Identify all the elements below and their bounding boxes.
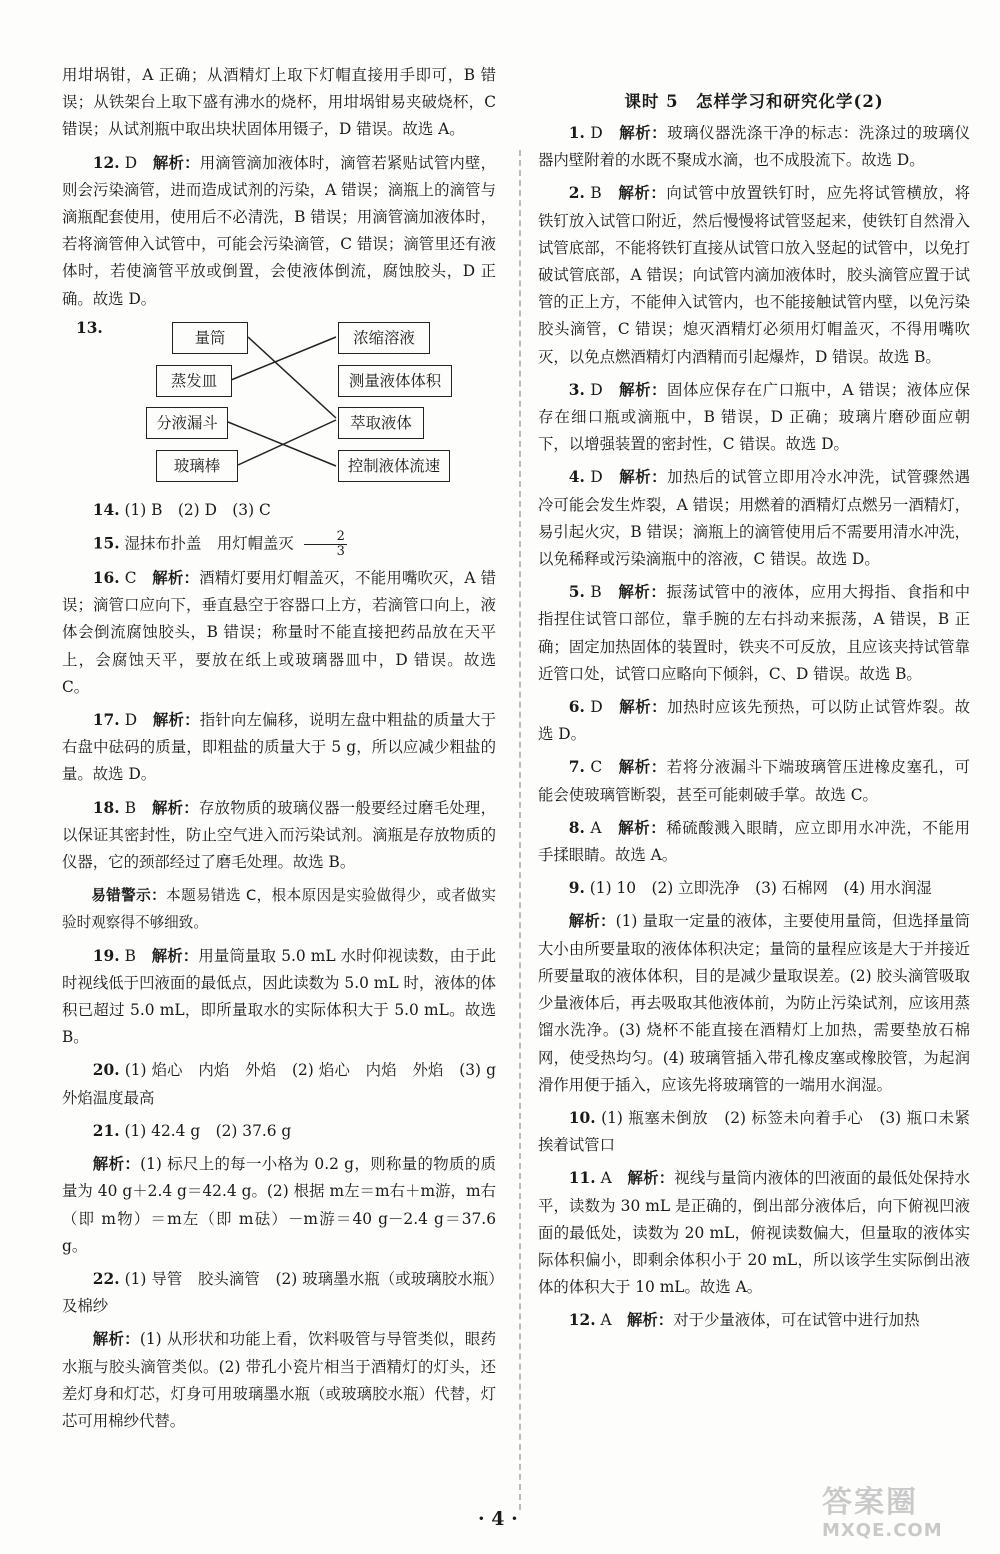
answer-item-r1 — [538, 120, 970, 174]
watermark-url: MXQE.COM — [822, 1520, 943, 1541]
analysis-text: (1) 标尺上的每一小格为 0.2 g，则称量的物质的质量为 40 g＋2.4 g＝42.4 g。(2) 根据 m左＝m右＋m游，m右（即 m物）＝m左（即 m砝）－m游＝40 g－2.4 g＝37.6 g。 — [62, 1155, 496, 1255]
item-number: 9. — [568, 879, 585, 898]
item-number: 2. — [568, 184, 585, 203]
instrument-box: 分液漏斗 — [146, 407, 228, 439]
fraction-denominator: 3 — [336, 544, 345, 560]
answer-item-r8 — [538, 815, 970, 869]
answer-item-r5 — [538, 579, 970, 688]
answer-text: (1) 焰心 内焰 外焰 (2) 焰心 内焰 外焰 (3) g 外焰温度最高 — [62, 1061, 512, 1107]
answer-item-20 — [62, 1057, 512, 1111]
fraction-numerator: 2 — [304, 530, 347, 545]
answer-text: 湿抹布扑盖 用灯帽盖灭 — [124, 534, 294, 553]
analysis-22 — [62, 1326, 496, 1435]
analysis-label: 解析： — [619, 380, 667, 399]
analysis-text: 对于少量液体，可在试管中进行加热 — [673, 1311, 920, 1330]
warning-text: 本题易错选 C，根本原因是实验做得少，或者做实验时观察得不够细致。 — [62, 887, 496, 932]
analysis-21 — [62, 1151, 496, 1260]
answer-item-16 — [62, 565, 496, 701]
answer-item-14 — [62, 497, 496, 524]
answer-item-r12 — [538, 1307, 970, 1334]
answer-choice: B — [590, 583, 602, 602]
item-number: 8. — [568, 818, 585, 837]
answer-text: (1) 42.4 g (2) 37.6 g — [124, 1121, 292, 1140]
answer-item-12 — [62, 150, 496, 313]
item-number: 12. — [92, 153, 120, 172]
analysis-label: 解析： — [619, 468, 668, 487]
answer-choice: A — [600, 1311, 612, 1330]
answer-item-r4 — [538, 464, 970, 573]
analysis-label: 解析： — [627, 1311, 674, 1330]
item-number: 11. — [568, 1169, 596, 1188]
answer-item-r7 — [538, 754, 970, 808]
item-number: 5. — [568, 583, 585, 602]
answer-text: (1) 导管 胶头滴管 (2) 玻璃墨水瓶（或玻璃胶水瓶）及棉纱 — [62, 1269, 496, 1316]
item-number: 20. — [92, 1061, 120, 1080]
answer-item-r9 — [538, 875, 970, 902]
item-number: 4. — [568, 468, 585, 487]
answer-text: (1) 10 (2) 立即洗净 (3) 石棉网 (4) 用水润湿 — [589, 879, 932, 898]
function-box: 浓缩溶液 — [338, 322, 430, 354]
answer-choice: C — [590, 758, 603, 777]
item-number: 22. — [92, 1269, 120, 1288]
analysis-text: 用量筒量取 5.0 mL 水时仰视读数，由于此时视线低于凹液面的最低点，因此读数为 5.0 mL 时，液体的体积已超过 5.0 mL，即所量取水的实际体积大于 5.0 mL。故选 B。 — [62, 946, 496, 1047]
answer-choice: D — [124, 153, 138, 172]
analysis-text: 视线与量筒内液体的凹液面的最低处保持水平，读数为 30 mL 是正确的，倒出部分液体后，向下俯视凹液面的最低处，读数为 20 mL，俯视读数偏大，但量取的液体实际体积偏小，即剩余体积小于 20 mL，所以该学生实际倒出液体的体积大于 10 mL。故选 A。 — [538, 1169, 970, 1297]
answer-item-15 — [62, 530, 496, 559]
matching-diagram — [62, 319, 496, 485]
match-line — [248, 337, 336, 418]
answer-item-r11 — [538, 1165, 970, 1301]
answer-choice: D — [590, 124, 603, 142]
continued-text: 用坩埚钳，A 正确；从酒精灯上取下灯帽直接用手即可，B 错误；从铁架台上取下盛有沸水的烧杯，用坩埚钳易夹破烧杯，C 错误；从试剂瓶中取出块状固体用镊子，D 错误。故选 A。 — [62, 66, 496, 139]
answer-choice: A — [600, 1169, 612, 1188]
item-number: 12. — [568, 1311, 596, 1330]
page-number: · 4 · — [478, 1508, 518, 1530]
analysis-label: 解析： — [618, 818, 667, 837]
instrument-box: 量筒 — [172, 322, 248, 354]
analysis-text: 稀硫酸溅入眼睛，应立即用水冲洗，不能用手揉眼睛。故选 A。 — [538, 818, 970, 865]
function-box: 控制液体流速 — [338, 450, 450, 482]
answer-choice: A — [590, 818, 602, 837]
item-number: 16. — [92, 569, 120, 588]
analysis-text: (1) 量取一定量的液体，主要使用量筒，但选择量筒大小由所要量取的液体体积决定；量筒的量程应该是大于并接近所要量取的液体体积，目的是减少量取误差。(2) 胶头滴管吸取少量液体后，再去吸取其他液体前，为防止污染试剂，应该用蒸馏水洗净。(3) 烧杯不能直接在酒精灯上加热，需要垫放石棉网，使受热均匀。(4) 玻璃管插入带孔橡皮塞或橡胶管，为起润滑作用便于插入，应该先将玻璃管的一端用水润湿。 — [538, 912, 970, 1094]
answer-choice: D — [124, 711, 138, 730]
warning-label: 易错警示： — [91, 887, 167, 905]
analysis-label: 解析： — [568, 912, 616, 931]
item-number: 1. — [568, 124, 585, 142]
answer-item-21 — [62, 1118, 496, 1145]
analysis-label: 解析： — [92, 1330, 140, 1349]
analysis-label: 解析： — [92, 1155, 141, 1174]
analysis-r9 — [538, 908, 970, 1098]
lesson-heading: 课时 5 怎样学习和研究化学(2) — [624, 92, 884, 111]
analysis-text: 振荡试管中的液体，应用大拇指、食指和中指捏住试管口部位，靠手腕的左右抖动来振荡，A 错误，B 正确；固定加热固体的装置时，铁夹不可反放，且应该夹持试管靠近管口处，试管口应略向下倾斜，C、D 错误。故选 B。 — [538, 583, 970, 683]
function-box: 测量液体体积 — [338, 365, 452, 397]
function-box: 萃取液体 — [338, 407, 424, 439]
item-number: 18. — [92, 798, 120, 817]
answer-item-r10 — [538, 1105, 970, 1159]
analysis-label: 解析： — [152, 569, 200, 588]
item-number: 19. — [92, 946, 120, 965]
analysis-label: 解析： — [152, 711, 200, 730]
item-number: 3. — [568, 380, 585, 399]
instrument-box: 蒸发皿 — [156, 365, 232, 397]
item-number: 17. — [92, 711, 120, 730]
analysis-text: 指针向左偏移，说明左盘中粗盐的质量大于右盘中砝码的质量，即粗盐的质量大于 5 g，所以应减少粗盐的量。故选 D。 — [62, 711, 496, 784]
fraction — [304, 530, 347, 559]
right-column — [538, 88, 970, 1341]
analysis-text: 酒精灯要用灯帽盖灭，不能用嘴吹灭，A 错误；滴管口应向下，垂直悬空于容器口上方，若滴管口向上，液体会倒流腐蚀胶头，B 错误；称量时不能直接把药品放在天平上，会腐蚀天平，要放在纸上或玻璃器皿中，D 错误。故选 C。 — [62, 569, 496, 696]
answer-choice: D — [590, 468, 603, 487]
analysis-text: 存放物质的玻璃仪器一般要经过磨毛处理，以保证其密封性，防止空气进入而污染试剂。滴瓶是存放物质的仪器，它的颈部经过了磨毛处理。故选 B。 — [62, 798, 496, 872]
answer-item-r3 — [538, 377, 970, 459]
answer-choice: D — [590, 380, 603, 399]
item-number: 10. — [568, 1108, 596, 1127]
analysis-label: 解析： — [618, 184, 667, 203]
answer-item-r2 — [538, 180, 970, 370]
analysis-text: 玻璃仪器洗涤干净的标志：洗涤过的玻璃仪器内壁附着的水既不聚成水滴，也不成股流下。故选 D。 — [538, 124, 970, 170]
analysis-text: 向试管中放置铁钉时，应先将试管横放，将铁钉放入试管口附近，然后慢慢将试管竖起来，使铁钉自然滑入试管底部，不能将铁钉直接从试管口放入竖起的试管中，以免打破试管底部，A 错误；向试管内滴加液体时，胶头滴管应置于试管的正上方，不能伸入试管内，也不能接触试管内壁，以免污染胶头滴管，C 错误；熄灭酒精灯必须用灯帽盖灭，不得用嘴吹灭，以免点燃酒精灯内酒精而引起爆炸，D 错误。故选 B。 — [538, 184, 970, 366]
answer-item-17 — [62, 707, 496, 789]
answer-choice: B — [124, 798, 137, 817]
watermark-logo: 答案圈 — [822, 1485, 918, 1520]
analysis-label: 解析： — [151, 798, 199, 817]
column-divider — [519, 150, 521, 1510]
analysis-label: 解析： — [619, 124, 668, 142]
analysis-label: 解析： — [618, 758, 667, 777]
analysis-text: 用滴管滴加液体时，滴管若紧贴试管内壁，则会污染滴管，进而造成试剂的污染，A 错误；滴瓶上的滴管与滴瓶配套使用，使用后不必清洗，B 错误；用滴管滴加液体时，若将滴管伸入试管中，可能会污染滴管，C 错误；滴管里还有液体时，若使滴管平放或倒置，会使液体倒流，腐蚀胶头，D 正确。故选 D。 — [62, 153, 496, 308]
analysis-text: 加热后的试管立即用冷水冲洗，试管骤然遇冷可能会发生炸裂，A 错误；用燃着的酒精灯点燃另一酒精灯，易引起火灾，B 错误；滴瓶上的滴管使用后不需要用清水冲洗，以免稀释或污染滴瓶中的溶液，C 错误。故选 D。 — [538, 468, 970, 569]
answer-item-19 — [62, 943, 496, 1052]
answer-item-22 — [62, 1266, 496, 1320]
analysis-label: 解析： — [627, 1169, 675, 1188]
answer-item-r6 — [538, 694, 970, 748]
analysis-text: (1) 从形状和功能上看，饮料吸管与导管类似，眼药水瓶与胶头滴管类似。(2) 带孔小瓷片相当于酒精灯的灯头，还差灯身和灯芯，灯身可用玻璃墨水瓶（或玻璃胶水瓶）代替，灯芯可用棉纱代替。 — [62, 1330, 496, 1430]
site-watermark — [822, 1486, 982, 1548]
match-line — [238, 420, 336, 465]
left-column — [62, 62, 512, 1441]
answer-text: (1) B (2) D (3) C — [124, 500, 271, 519]
analysis-label: 解析： — [618, 583, 667, 602]
error-warning — [62, 882, 496, 936]
item-number: 13. — [76, 318, 103, 337]
answer-text: (1) 瓶塞未倒放 (2) 标签未向着手心 (3) 瓶口未紧挨着试管口 — [538, 1108, 970, 1155]
answer-choice: B — [590, 184, 602, 203]
analysis-label: 解析： — [152, 153, 200, 172]
instrument-box: 玻璃棒 — [156, 450, 238, 482]
item-number: 21. — [92, 1121, 120, 1140]
analysis-text: 加热时应该先预热，可以防止试管炸裂。故选 D。 — [538, 698, 970, 744]
answer-choice: B — [124, 946, 136, 965]
answer-choice: C — [124, 569, 137, 588]
analysis-label: 解析： — [619, 698, 668, 717]
analysis-label: 解析： — [151, 946, 199, 965]
analysis-text: 固体应保存在广口瓶中，A 错误；液体应保存在细口瓶或滴瓶中，B 错误，D 正确；玻璃片磨砂面应朝下，以增强装置的密封性，C 错误。故选 D。 — [538, 380, 970, 454]
item-number: 14. — [92, 500, 120, 519]
item-number: 15. — [92, 534, 120, 553]
item-number: 7. — [568, 758, 585, 777]
analysis-text: 若将分液漏斗下端玻璃管压进橡皮塞孔，可能会使玻璃管断裂，甚至可能刺破手掌。故选 C。 — [538, 758, 970, 804]
item-number: 6. — [568, 698, 585, 717]
answer-choice: D — [590, 698, 603, 717]
answer-item-18 — [62, 795, 496, 877]
